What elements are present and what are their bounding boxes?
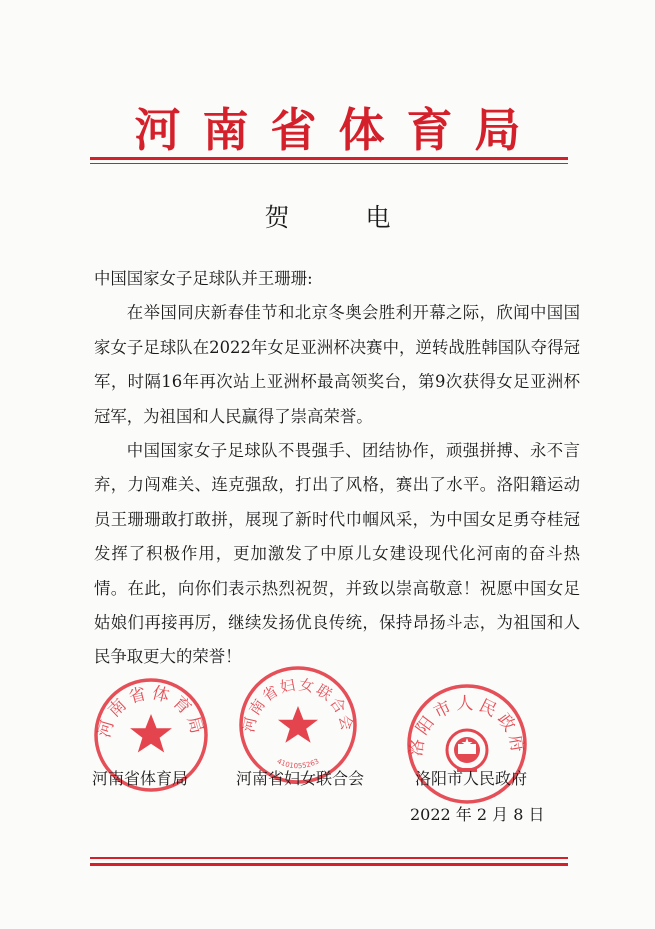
- document-title: 贺 电: [264, 203, 425, 232]
- seal-3-text: 洛阳市人民政府: [406, 694, 528, 758]
- seal-2-text: 河南省妇女联合会: [239, 675, 357, 734]
- addressee: 中国国家女子足球队并王珊珊:: [94, 269, 313, 288]
- letter-body: [94, 262, 580, 675]
- national-emblem-icon: [447, 730, 487, 772]
- letterhead-rule-thin: [90, 163, 568, 164]
- signature-luoyang-government: 洛阳市人民政府: [415, 769, 528, 788]
- letterhead-rule-thick: [90, 157, 568, 160]
- paragraph-2: 中国国家女子足球队不畏强手、团结协作，顽强拼搏、永不言弃，力闯难关、连克强敌，打出了风格，赛出了水平。洛阳籍运动员王珊珊敢打敢拼，展现了新时代巾帼风采，为中国女足勇夺桂冠发挥了积极作用，更加激发了中原儿女建设现代化河南的奋斗热情。在此，向你们表示热烈祝贺，并致以崇高敬意！祝愿中国女足姑娘们再接再厉，继续发扬优良传统，保持昂扬斗志，为祖国和人民争取更大的荣誉！: [94, 441, 580, 667]
- seal-2-number: 4101055263: [275, 757, 321, 771]
- footer-rule-bottom: [90, 863, 568, 866]
- star-icon: [278, 706, 318, 743]
- letterhead-title: 河南省体育局: [134, 103, 543, 157]
- star-icon: [130, 714, 172, 753]
- signature-womens-federation: 河南省妇女联合会: [236, 769, 365, 788]
- document-date: 2022 年 2 月 8 日: [410, 805, 545, 824]
- signature-sports-bureau: 河南省体育局: [92, 769, 189, 788]
- footer-rule-top: [90, 857, 568, 859]
- seal-1-text: 河南省体育局: [94, 683, 208, 740]
- paragraph-1: 在举国同庆新春佳节和北京冬奥会胜利开幕之际，欣闻中国国家女子足球队在2022年女足亚洲杯决赛中，逆转战胜韩国队夺得冠军，时隔16年再次站上亚洲杯最高领奖台，第9次获得女足亚洲杯冠军，为祖国和人民赢得了崇高荣誉。: [94, 303, 580, 426]
